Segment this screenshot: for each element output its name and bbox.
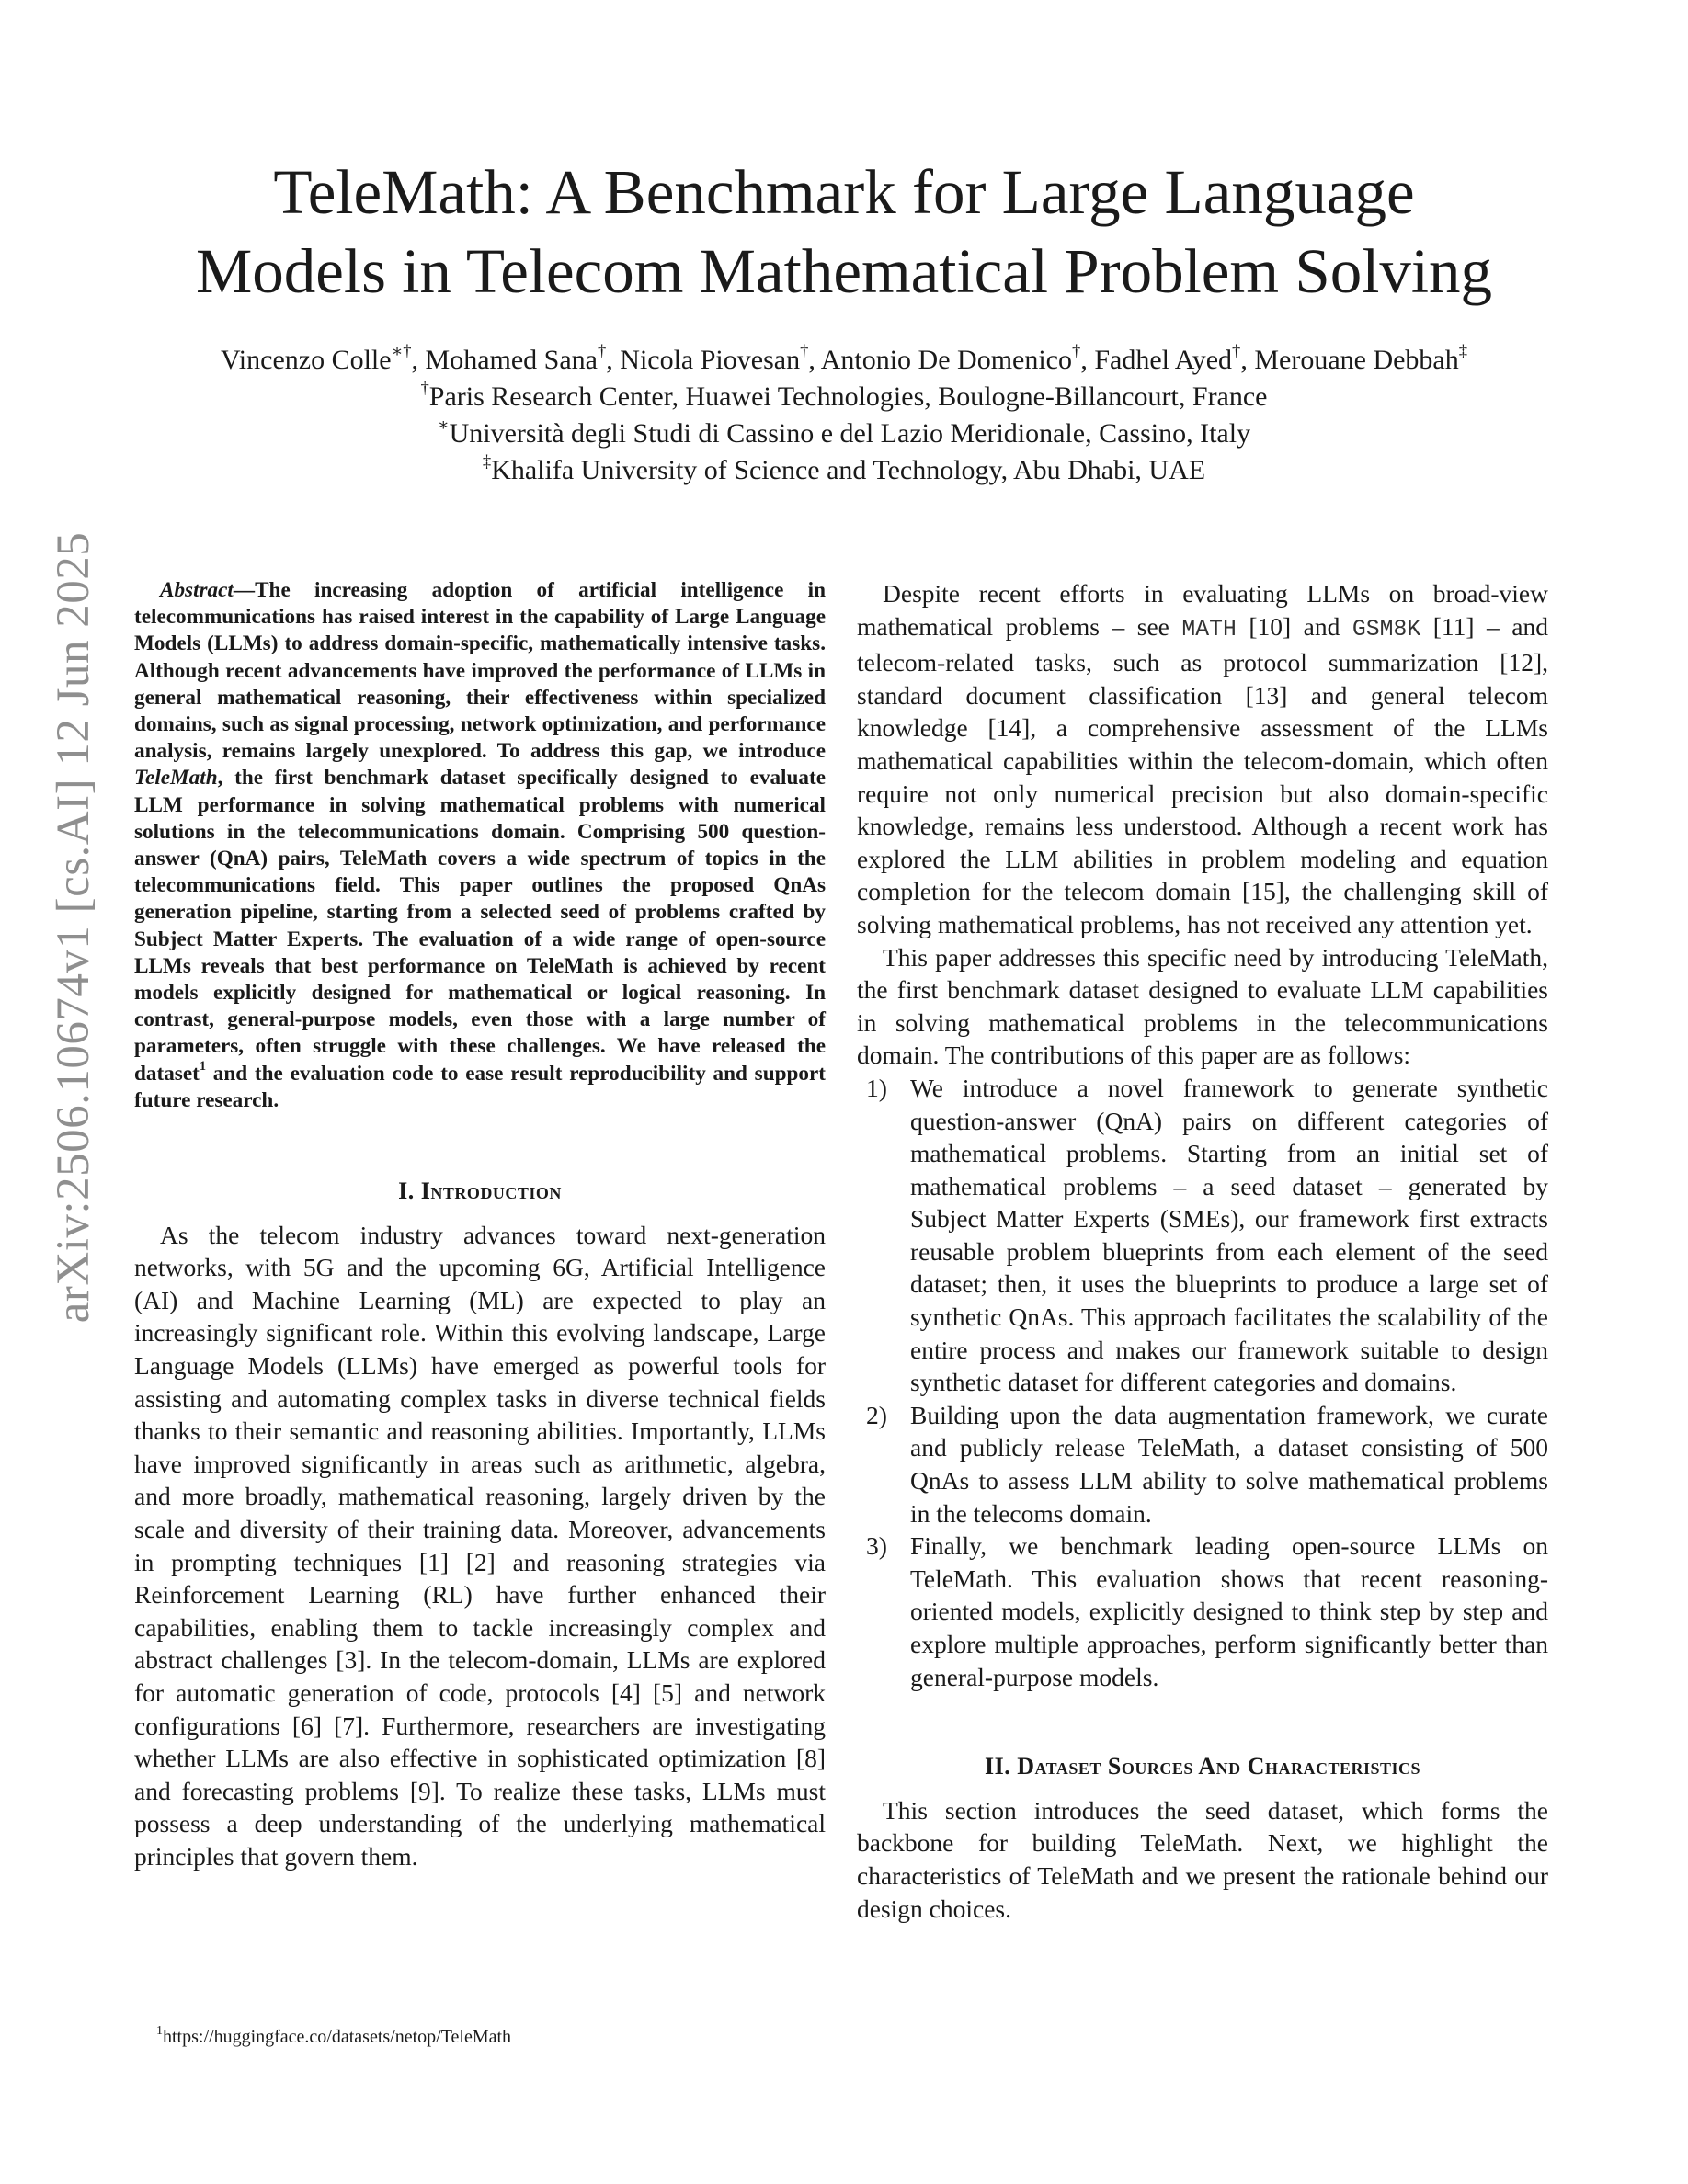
- paper-title: [110, 153, 1578, 311]
- arxiv-identifier: arXiv:2506.10674v1 [cs.AI] 12 Jun 2025: [48, 531, 99, 1324]
- dataset-name-math: MATH: [1181, 616, 1237, 643]
- author-name: , Nicola Piovesan: [606, 345, 801, 375]
- affiliation-mark: †: [1232, 342, 1241, 362]
- author-name: , Mohamed Sana: [411, 345, 598, 375]
- author-name: , Fadhel Ayed: [1080, 345, 1233, 375]
- abstract-label: Abstract: [160, 578, 234, 602]
- affiliation-mark: ∗†: [391, 342, 412, 362]
- section-number: I.: [398, 1177, 421, 1205]
- affiliation-mark: ∗: [437, 415, 450, 436]
- list-number: 3): [866, 1531, 887, 1561]
- paragraph-text: [10] and: [1236, 611, 1352, 641]
- left-column: [134, 577, 826, 1873]
- affiliation: [110, 452, 1578, 489]
- list-item: [857, 1072, 1548, 1399]
- affiliation-mark: ‡: [482, 452, 492, 472]
- abstract-text: —The increasing adoption of artificial intelligence in telecommunications has raised interest in the capability of Large Language Models (LLMs) to address domain-specific, mathematically intensive tasks. Although recent advancements have improved the performance of LLMs in general mathematical reasoning, their effectiveness within specialized domains, such as signal processing, network optimization, and performance analysis, remains largely unexplored. To address this gap, we introduce: [134, 578, 826, 764]
- author-block: [110, 342, 1578, 489]
- contribution-list: [857, 1072, 1548, 1693]
- affiliation-text: Khalifa University of Science and Technology, Abu Dhabi, UAE: [491, 455, 1206, 485]
- paragraph: This paper addresses this specific need by introducing TeleMath, the first benchmark dataset designed to evaluate LLM capabilities in solving mathematical problems in the telecommunications domain. The contributions of this paper are as follows:: [857, 942, 1548, 1070]
- paragraph-text: Despite recent efforts in evaluating LLMs on broad-view mathematical problems – see: [857, 579, 1548, 641]
- affiliation-mark: ‡: [1458, 342, 1468, 362]
- list-number: 1): [866, 1073, 887, 1102]
- section-heading-dataset: [857, 1750, 1548, 1783]
- title-line-1: TeleMath: A Benchmark for Large Language: [273, 157, 1415, 227]
- affiliation: [110, 415, 1578, 452]
- section-number: II.: [984, 1753, 1018, 1780]
- footnote-mark: 1: [199, 1059, 207, 1075]
- author-name: , Merouane Debbah: [1240, 345, 1459, 375]
- list-item: [857, 1399, 1548, 1530]
- paragraph: This section introduces the seed dataset, which forms the backbone for building TeleMath. Next, we highlight the characteristics of TeleMath and we present the rationale behind our design choices.: [857, 1795, 1548, 1923]
- author-list: [110, 342, 1578, 379]
- affiliation: [110, 379, 1578, 415]
- intro-paragraph: As the telecom industry advances toward next-generation networks, with 5G and the upcoming 6G, Artificial Intelligence (AI) and Machine Learning (ML) are expected to play an increasingly significant role. Within this evolving landscape, Large Language Models (LLMs) have emerged as powerful tools for assisting and automating complex tasks in diverse technical fields thanks to their semantic and reasoning abilities. Importantly, LLMs have improved significantly in areas such as arithmetic, algebra, and more broadly, mathematical reasoning, largely driven by the scale and diversity of their training data. Moreover, advancements in prompting techniques [1] [2] and reasoning strategies via Reinforcement Learning (RL) have further enhanced their capabilities, enabling them to tackle increasingly complex and abstract challenges [3]. In the telecom-domain, LLMs are explored for automatic generation of code, protocols [4] [5] and network configurations [6] [7]. Furthermore, researchers are investigating whether LLMs are also effective in sophisticated optimization [8] and forecasting problems [9]. To realize these tasks, LLMs must possess a deep understanding of the underlying mathematical principles that govern them.: [134, 1220, 826, 1871]
- title-line-2: Models in Telecom Mathematical Problem Solving: [195, 236, 1493, 306]
- affiliation-mark: †: [1072, 342, 1081, 362]
- section-heading-introduction: [134, 1175, 826, 1208]
- dataset-name-gsm8k: GSM8K: [1352, 616, 1421, 643]
- affiliation-text: Paris Research Center, Huawei Technologies, Boulogne-Billancourt, France: [428, 381, 1268, 412]
- footnote: [156, 2025, 511, 2049]
- list-item-text: We introduce a novel framework to generate synthetic question-answer (QnA) pairs on different categories of mathematical problems. Starting from an initial set of mathematical problems – a seed dataset – generated by Subject Matter Experts (SMEs), our framework first extracts reusable problem blueprints from each element of the seed dataset; then, it uses the blueprints to produce a large set of synthetic QnAs. This approach facilitates the scalability of the entire process and makes our framework suitable to design synthetic dataset for different categories and domains.: [910, 1073, 1548, 1397]
- abstract-text: , the first benchmark dataset specifically designed to evaluate LLM performance in solving mathematical problems with numerical solutions in the telecommunications domain. Comprising 500 question-answer (QnA) pairs, TeleMath covers a wide spectrum of topics in the telecommunications field. This paper outlines the proposed QnAs generation pipeline, starting from a selected seed of problems crafted by Subject Matter Experts. The evaluation of a wide range of open-source LLMs reveals that best performance on TeleMath is achieved by recent models explicitly designed for mathematical or logical reasoning. In contrast, general-purpose models, even those with a large number of parameters, often struggle with these challenges. We have released the dataset: [134, 766, 826, 1086]
- author-name: , Antonio De Domenico: [808, 345, 1073, 375]
- section-title: Dataset Sources And Characteristics: [1017, 1753, 1420, 1780]
- affiliation-text: Università degli Studi di Cassino e del Lazio Meridionale, Cassino, Italy: [449, 418, 1251, 449]
- list-number: 2): [866, 1400, 887, 1429]
- paragraph-text: [11] – and telecom-related tasks, such as protocol summarization [12], standard document classification [13] and general telecom knowledge [14], a comprehensive assessment of the LLMs mathematical capabilities within the telecom-domain, which often require not only numerical precision but also domain-specific knowledge, remains less understood. Although a recent work has explored the LLM abilities in problem modeling and equation completion for the telecom domain [15], the challenging skill of solving mathematical problems, has not received any attention yet.: [857, 611, 1548, 938]
- abstract-text: and the evaluation code to ease result reproducibility and support future research.: [134, 1061, 826, 1112]
- author-name: Vincenzo Colle: [220, 345, 392, 375]
- footnote-mark: 1: [156, 2023, 163, 2038]
- paragraph: [857, 577, 1548, 941]
- abstract: [134, 577, 826, 1114]
- list-item: [857, 1530, 1548, 1693]
- right-column: [857, 577, 1548, 1925]
- list-item-text: Finally, we benchmark leading open-source LLMs on TeleMath. This evaluation shows that recent reasoning-oriented models, explicitly designed to think step by step and explore multiple approaches, perform significantly better than general-purpose models.: [910, 1531, 1548, 1691]
- affiliation-mark: †: [420, 379, 429, 399]
- affiliation-mark: †: [800, 342, 809, 362]
- abstract-emphasis: TeleMath: [134, 766, 218, 791]
- footnote-url[interactable]: https://huggingface.co/datasets/netop/TeleMath: [163, 2027, 512, 2047]
- list-item-text: Building upon the data augmentation framework, we curate and publicly release TeleMath, a dataset consisting of 500 QnAs to assess LLM ability to solve mathematical problems in the telecoms domain.: [910, 1400, 1548, 1528]
- affiliation-mark: †: [597, 342, 607, 362]
- section-title: Introduction: [420, 1177, 562, 1205]
